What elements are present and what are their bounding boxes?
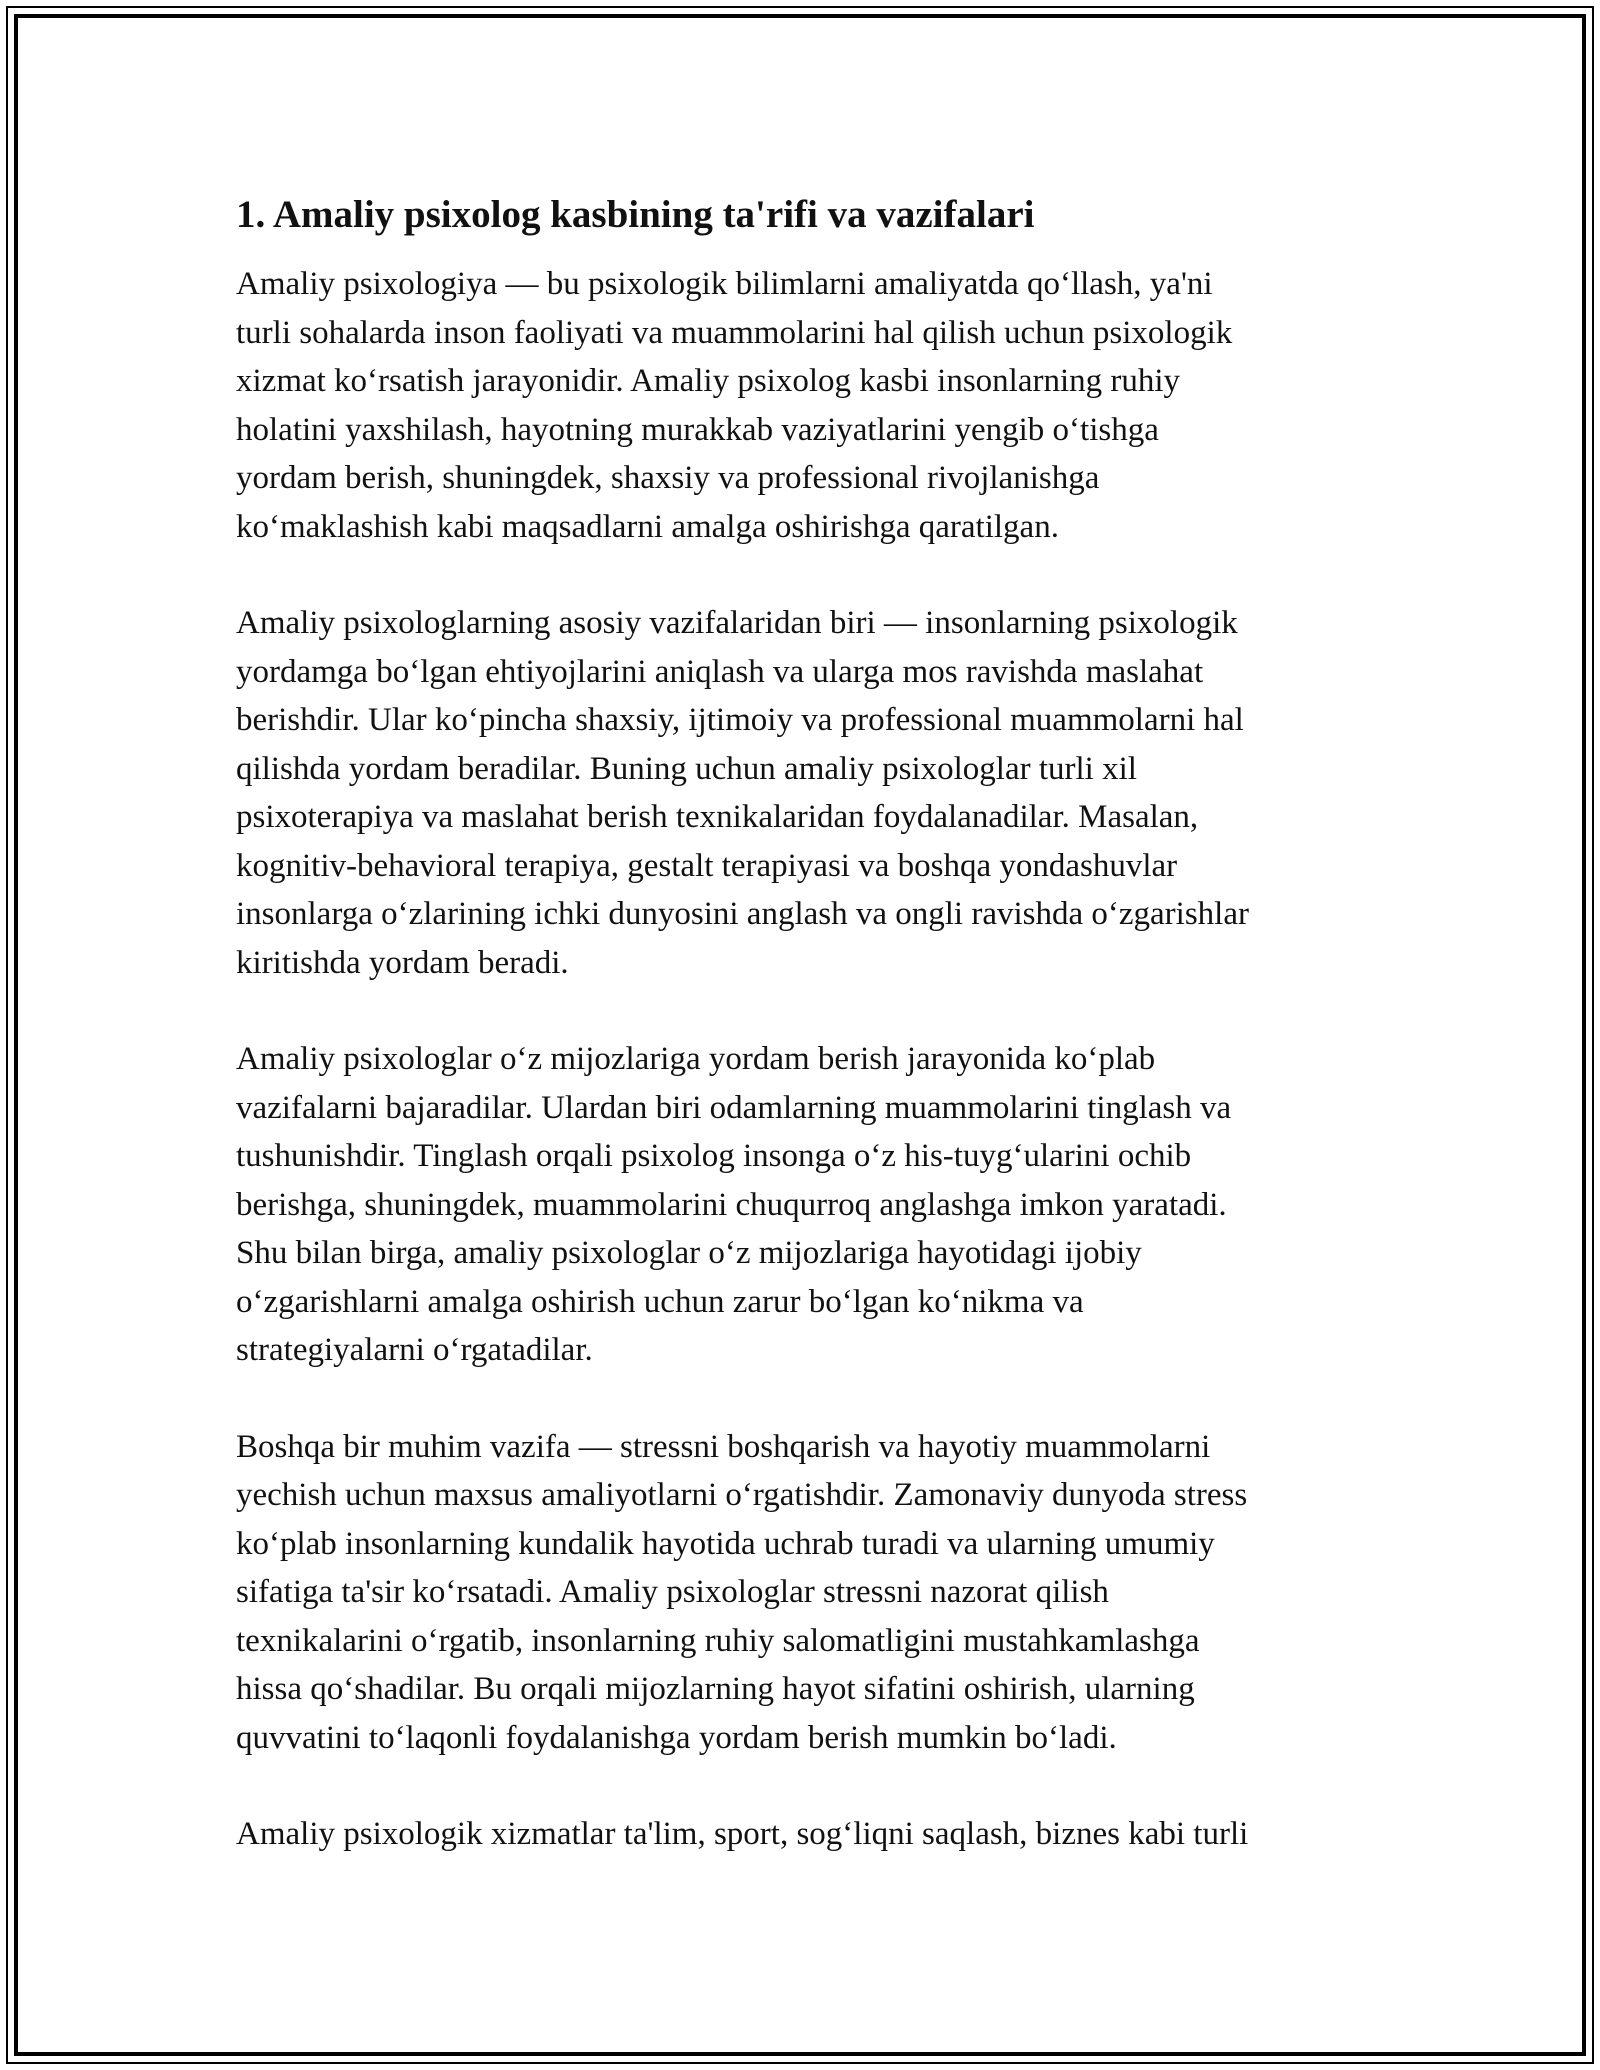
text-line: hissa qo‘shadilar. Bu orqali mijozlarning hayot sifatini oshirish, ularning bbox=[236, 1671, 1195, 1707]
text-line: yechish uchun maxsus amaliyotlarni o‘rgatishdir. Zamonaviy dunyoda stress bbox=[236, 1477, 1248, 1513]
text-line: turli sohalarda inson faoliyati va muammolarini hal qilish uchun psixologik bbox=[236, 314, 1233, 351]
text-line: holatini yaxshilash, hayotning murakkab vaziyatlarini yengib o‘tishga bbox=[236, 411, 1159, 448]
section-heading: 1. Amaliy psixolog kasbining ta'rifi va vazifalari bbox=[236, 193, 1035, 236]
text-line: Amaliy psixologlar o‘z mijozlariga yordam berish jarayonida ko‘plab bbox=[236, 1041, 1156, 1077]
text-line: qilishda yordam beradilar. Buning uchun amaliy psixologlar turli xil bbox=[236, 750, 1137, 787]
text-line: texnikalarini o‘rgatib, insonlarning ruhiy salomatligini mustahkamlashga bbox=[236, 1622, 1200, 1659]
text-line: sifatiga ta'sir ko‘rsatadi. Amaliy psixologlar stressni nazorat qilish bbox=[236, 1574, 1109, 1610]
text-line: yordam berish, shuningdek, shaxsiy va professional rivojlanishga bbox=[236, 460, 1100, 496]
paragraph-3 bbox=[236, 1035, 1376, 1375]
text-line: yordamga bo‘lgan ehtiyojlarini aniqlash va ularga mos ravishda maslahat bbox=[236, 653, 1204, 690]
text-line: Amaliy psixologiya — bu psixologik bilimlarni amaliyatda qo‘llash, ya'ni bbox=[236, 266, 1213, 302]
text-line: berishga, shuningdek, muammolarini chuqurroq anglashga imkon yaratadi. bbox=[236, 1186, 1227, 1223]
document-body bbox=[236, 188, 1376, 1859]
text-line: Amaliy psixologik xizmatlar ta'lim, sport, sog‘liqni saqlash, biznes kabi turli bbox=[236, 1816, 1249, 1852]
text-line: ko‘plab insonlarning kundalik hayotida uchrab turadi va ularning umumiy bbox=[236, 1525, 1215, 1562]
paragraph-2 bbox=[236, 599, 1376, 987]
text-line: berishdir. Ular ko‘pincha shaxsiy, ijtimoiy va professional muammolarni hal bbox=[236, 702, 1244, 738]
text-line: Shu bilan birga, amaliy psixologlar o‘z mijozlariga hayotidagi ijobiy bbox=[236, 1235, 1142, 1271]
text-line: Boshqa bir muhim vazifa — stressni boshqarish va hayotiy muammolarni bbox=[236, 1428, 1211, 1465]
text-line: vazifalarni bajaradilar. Ulardan biri odamlarning muammolarini tinglash va bbox=[236, 1089, 1232, 1126]
text-line: quvvatini to‘laqonli foydalanishga yordam berish mumkin bo‘ladi. bbox=[236, 1719, 1117, 1756]
text-line: strategiyalarni o‘rgatadilar. bbox=[236, 1332, 593, 1368]
paragraph-1 bbox=[236, 260, 1376, 551]
text-line: xizmat ko‘rsatish jarayonidir. Amaliy psixolog kasbi insonlarning ruhiy bbox=[236, 363, 1181, 399]
text-line: ko‘maklashish kabi maqsadlarni amalga oshirishga qaratilgan. bbox=[236, 508, 1059, 545]
paragraph-4 bbox=[236, 1423, 1376, 1763]
paragraph-5 bbox=[236, 1810, 1376, 1859]
text-line: Amaliy psixologlarning asosiy vazifalaridan biri — insonlarning psixologik bbox=[236, 605, 1238, 641]
text-line: insonlarga o‘zlarining ichki dunyosini anglash va ongli ravishda o‘zgarishlar bbox=[236, 896, 1249, 932]
text-line: o‘zgarishlarni amalga oshirish uchun zarur bo‘lgan ko‘nikma va bbox=[236, 1283, 1084, 1320]
text-line: tushunishdir. Tinglash orqali psixolog insonga o‘z his-tuyg‘ularini ochib bbox=[236, 1138, 1192, 1174]
text-line: psixoterapiya va maslahat berish texnikalaridan foydalanadilar. Masalan, bbox=[236, 799, 1199, 835]
text-line: kognitiv-behavioral terapiya, gestalt terapiyasi va boshqa yondashuvlar bbox=[236, 847, 1178, 884]
text-line: kiritishda yordam beradi. bbox=[236, 944, 569, 981]
